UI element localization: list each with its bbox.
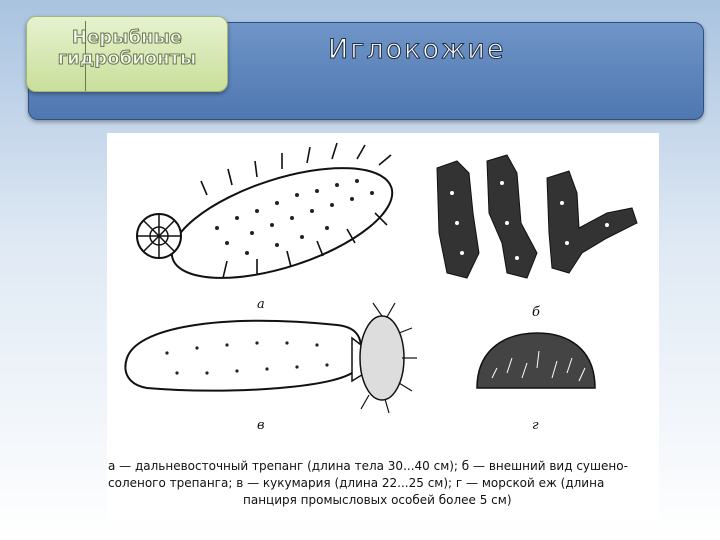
label-v: в xyxy=(257,418,265,433)
slide-title: Иглокожие xyxy=(328,34,506,65)
sea-urchin-illustration xyxy=(477,333,595,388)
section-badge xyxy=(26,16,228,92)
kukumaria-illustration xyxy=(125,303,417,413)
label-b: б xyxy=(532,305,540,320)
caption-line-3: панциря промысловых особей более 5 см) xyxy=(243,493,512,507)
badge-line-2: гидробионты xyxy=(57,48,197,69)
badge-line-1: Нерыбные xyxy=(72,27,182,48)
badge-text xyxy=(27,27,227,69)
dried-trepang-illustration xyxy=(437,155,637,278)
caption-line-2: соленого трепанга; в — кукумария (длина 22...25 см); г — морской еж (длина xyxy=(108,476,605,490)
trepang-illustration xyxy=(137,143,405,300)
label-g: г xyxy=(532,418,539,433)
caption-line-1: а — дальневосточный трепанг (длина тела 30...40 см); б — внешний вид сушено- xyxy=(108,459,628,473)
label-a: а xyxy=(257,297,265,312)
figure-illustrations xyxy=(107,133,659,453)
figure-caption xyxy=(108,458,656,509)
